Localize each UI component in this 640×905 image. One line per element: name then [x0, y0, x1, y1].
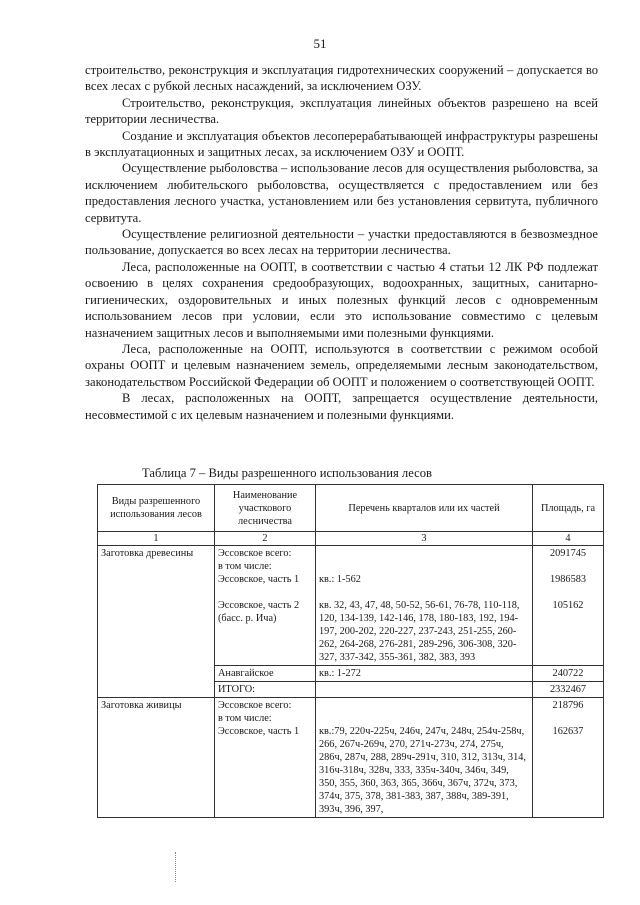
table-column-numbers — [98, 532, 604, 546]
paragraph: строительство, реконструкция и эксплуатация гидротехнических сооружений – допускается во всех лесах с рубкой лесных насаждений, за исключением ОЗУ. — [85, 63, 598, 94]
forestry-cell — [215, 546, 316, 666]
column-number: 2 — [215, 532, 316, 546]
area-cell — [533, 698, 604, 818]
area-cell: 2332467 — [533, 682, 604, 698]
area-value: 1986583 — [549, 574, 587, 585]
area-cell — [533, 546, 604, 666]
table-row — [98, 546, 604, 666]
scan-mark — [175, 852, 177, 882]
use-type-cell: Заготовка древесины — [98, 546, 215, 698]
column-number: 4 — [533, 532, 604, 546]
quarters-cell — [316, 698, 533, 818]
forestry-line: (басс. р. Ича) — [218, 613, 277, 624]
forestry-line: Эссовское всего: — [218, 548, 292, 559]
forestry-line: Эссовское, часть 1 — [218, 726, 300, 737]
total-label: ИТОГО: — [215, 682, 316, 698]
forestry-line: Эссовское, часть 2 — [218, 600, 300, 611]
header-forestry-name: Наименование участкового лесничества — [215, 485, 316, 532]
page-number: 51 — [313, 36, 327, 51]
header-quarters: Перечень кварталов или их частей — [316, 485, 533, 532]
quarters-text: кв.: 1-562 — [319, 574, 361, 585]
header-area: Площадь, га — [533, 485, 604, 532]
paragraph: Осуществление религиозной деятельности – участки предоставляются в безвозмездное пользование, допускается во всех лесах на территории лесничества. — [85, 227, 598, 258]
table-caption: Таблица 7 – Виды разрешенного использования лесов — [142, 466, 432, 480]
forestry-line: в том числе: — [218, 713, 272, 724]
quarters-cell — [316, 546, 533, 666]
paragraph: Строительство, реконструкция, эксплуатация линейных объектов разрешено на всей территории лесничества. — [85, 95, 598, 127]
paragraph: Осуществление рыболовства – использование лесов для осуществления рыболовства, за исключением любительского рыболовства, осуществляется с предоставлением или без предоставления лесного участка, установлением или без установления сервитута, публичного сервитута. — [85, 161, 598, 225]
body-text — [85, 62, 598, 423]
land-use-table — [97, 484, 604, 818]
area-value: 218796 — [552, 700, 584, 711]
area-value: 105162 — [552, 600, 584, 611]
paragraph: Леса, расположенные на ООПТ, используются в соответствии с режимом особой охраны ООПТ и целевым назначением земель, определяемыми лесным законодательством, законодательством Российской Федерации об ООПТ и положением о соответствующей ООПТ. — [85, 341, 598, 389]
paragraph: Леса, расположенные на ООПТ, в соответствии с частью 4 статьи 12 ЛК РФ подлежат освоению в целях сохранения средообразующих, водоохранных, защитных, санитарно-гигиенических, оздоровительных и иных полезных функций лесов с одновременным использованием лесов при условии, если это использование совместимо с целевым назначением защитных лесов и выполняемыми ими полезными функциями. — [85, 259, 598, 340]
area-value: 162637 — [552, 726, 584, 737]
table-row — [98, 698, 604, 818]
paragraph: В лесах, расположенных на ООПТ, запрещается осуществление деятельности, несовместимой с их целевым назначением и полезными функциями. — [85, 391, 598, 422]
header-use-type: Виды разрешенного использования лесов — [98, 485, 215, 532]
forestry-cell — [215, 698, 316, 818]
area-value: 2091745 — [549, 548, 587, 559]
quarters-text: кв. 32, 43, 47, 48, 50-52, 56-61, 76-78, 110-118, 120, 134-139, 142-146, 178, 180-183, 192, 194-197, 200-202, 220-227, 237-243, 251-255, 260-262, 264-268, 276-281, 289-296, 306-308, 320-327, 337-342, 355-361, 382, 383, 393 — [319, 600, 520, 663]
use-type-cell: Заготовка живицы — [98, 698, 215, 818]
area-cell: 240722 — [533, 666, 604, 682]
forestry-line: в том числе: — [218, 561, 272, 572]
quarters-text: кв.:79, 220ч-225ч, 246ч, 247ч, 248ч, 254ч-258ч, 266, 267ч-269ч, 270, 271ч-273ч, 274, 275ч, 286ч, 287ч, 288, 289ч-291ч, 310, 312, 313ч, 314, 316ч-318ч, 328ч, 333, 335ч-340ч, 346ч, 349, 350, 355, 360, 363, 365, 366ч, 367ч, 372ч, 373, 374ч, 375, 378, 381-383, 387, 388ч, 389-391, 393ч, 396, 397, — [319, 726, 526, 815]
paragraph: Создание и эксплуатация объектов лесоперерабатывающей инфраструктуры разрешены в эксплуатационных и защитных лесах, за исключением ОЗУ и ООПТ. — [85, 128, 598, 160]
table-header-row — [98, 485, 604, 532]
quarters-cell: кв.: 1-272 — [316, 666, 533, 682]
forestry-line: Эссовское всего: — [218, 700, 292, 711]
forestry-cell: Анавгайское — [215, 666, 316, 682]
quarters-cell — [316, 682, 533, 698]
forestry-line: Эссовское, часть 1 — [218, 574, 300, 585]
column-number: 1 — [98, 532, 215, 546]
column-number: 3 — [316, 532, 533, 546]
